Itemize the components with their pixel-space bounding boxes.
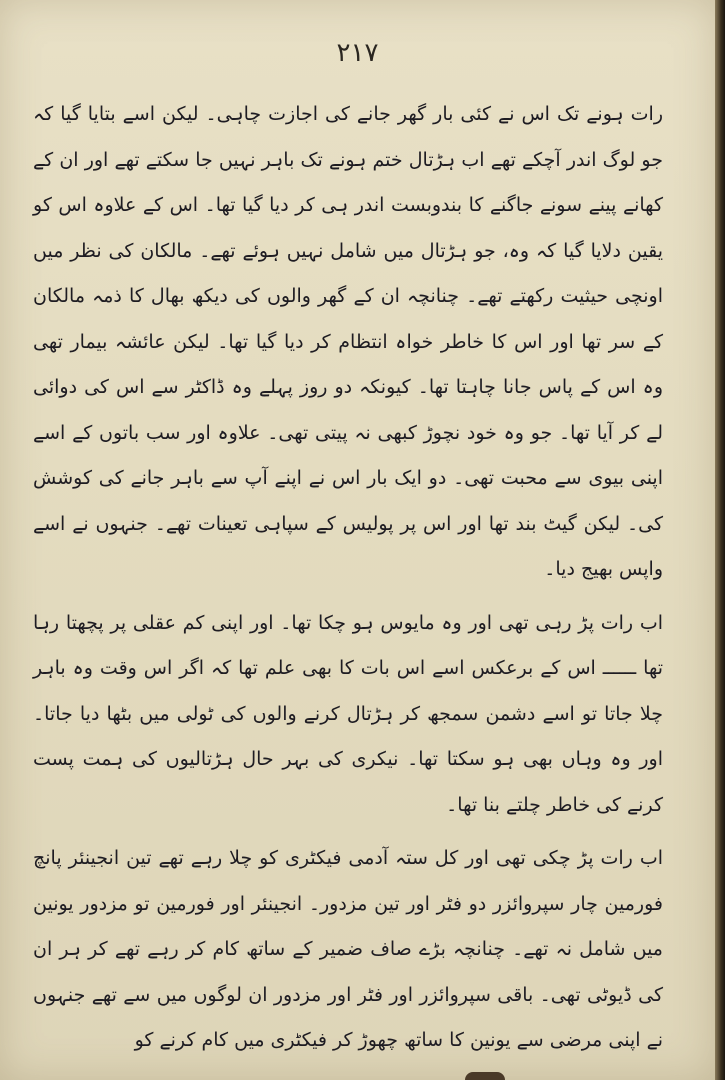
page-body-text <box>33 92 663 1064</box>
page-number: ۲۱۷ <box>336 38 379 68</box>
page-bottom-mark <box>465 1072 505 1080</box>
paragraph-2: اب رات پڑ رہی تھی اور وہ مایوس ہو چکا تھا۔ اور اپنی کم عقلی پر پچھتا رہا تھا ــــــ اس کے برعکس اسے اس بات کا بھی علم تھا کہ اگر اس وقت وہ باہر چلا جاتا تو اسے دشمن سمجھ کر ہڑتال کرنے والوں کی ٹولی میں بٹھا دیا جاتا۔ اور وہ وہاں بھی ہو سکتا تھا۔ نیکری کی بہر حال ہڑتالیوں کی ہمت پست کرنے کی خاطر چلتے بنا تھا۔ <box>33 611 663 816</box>
paragraph-1: رات ہونے تک اس نے کئی بار گھر جانے کی اجازت چاہی۔ لیکن اسے بتایا گیا کہ جو لوگ اندر آچکے تھے اب ہڑتال ختم ہونے تک باہر نہیں جا سکتے تھے اور ان کے کھانے پینے سونے جاگنے کا بندوبست اندر ہی کر دیا گیا تھا۔ اس کے علاوہ اس کو یقین دلایا گیا کہ وہ، جو ہڑتال میں شامل نہیں ہوئے تھے۔ مالکان کی نظر میں اونچی حیثیت رکھتے تھے۔ چنانچہ ان کے گھر والوں کی دیکھ بھال کا ذمہ مالکان کے سر تھا اور اس کا خاطر خواہ انتظام کر دیا گیا تھا۔ لیکن عائشہ بیمار تھی وہ اس کے پاس جانا چاہتا تھا۔ کیونکہ دو روز پہلے وہ ڈاکٹر سے اس کی دوائی لے کر آیا تھا۔ جو وہ خود نچوڑ کبھی نہ پیتی تھی۔ علاوہ اور سب باتوں کے اسے اپنی بیوی سے محبت تھی۔ دو ایک بار اس نے اپنے آپ سے باہر جانے کی کوشش کی۔ لیکن گیٹ بند تھا اور اس پر پولیس کے سپاہی تعینات تھے۔ جنہوں نے اسے واپس بھیج دیا۔ <box>33 103 663 580</box>
book-spine-edge <box>715 0 725 1080</box>
paragraph-3: اب رات پڑ چکی تھی اور کل ستہ آدمی فیکٹری کو چلا رہے تھے تین انجینئر پانچ فورمین چار سپروائزر دو فٹر اور تین مزدور۔ انجینئر اور فورمین تو مزدور یونین میں شامل نہ تھے۔ چنانچہ بڑے صاف ضمیر کے ساتھ کام کر رہے تھے کر ہر ان کی ڈیوٹی تھی۔ باقی سپروائزر اور فٹر اور مزدور ان لوگوں میں سے تھے جنہوں نے اپنی مرضی سے یونین کا ساتھ چھوڑ کر فیکٹری میں کام کرنے کو <box>33 847 663 1051</box>
